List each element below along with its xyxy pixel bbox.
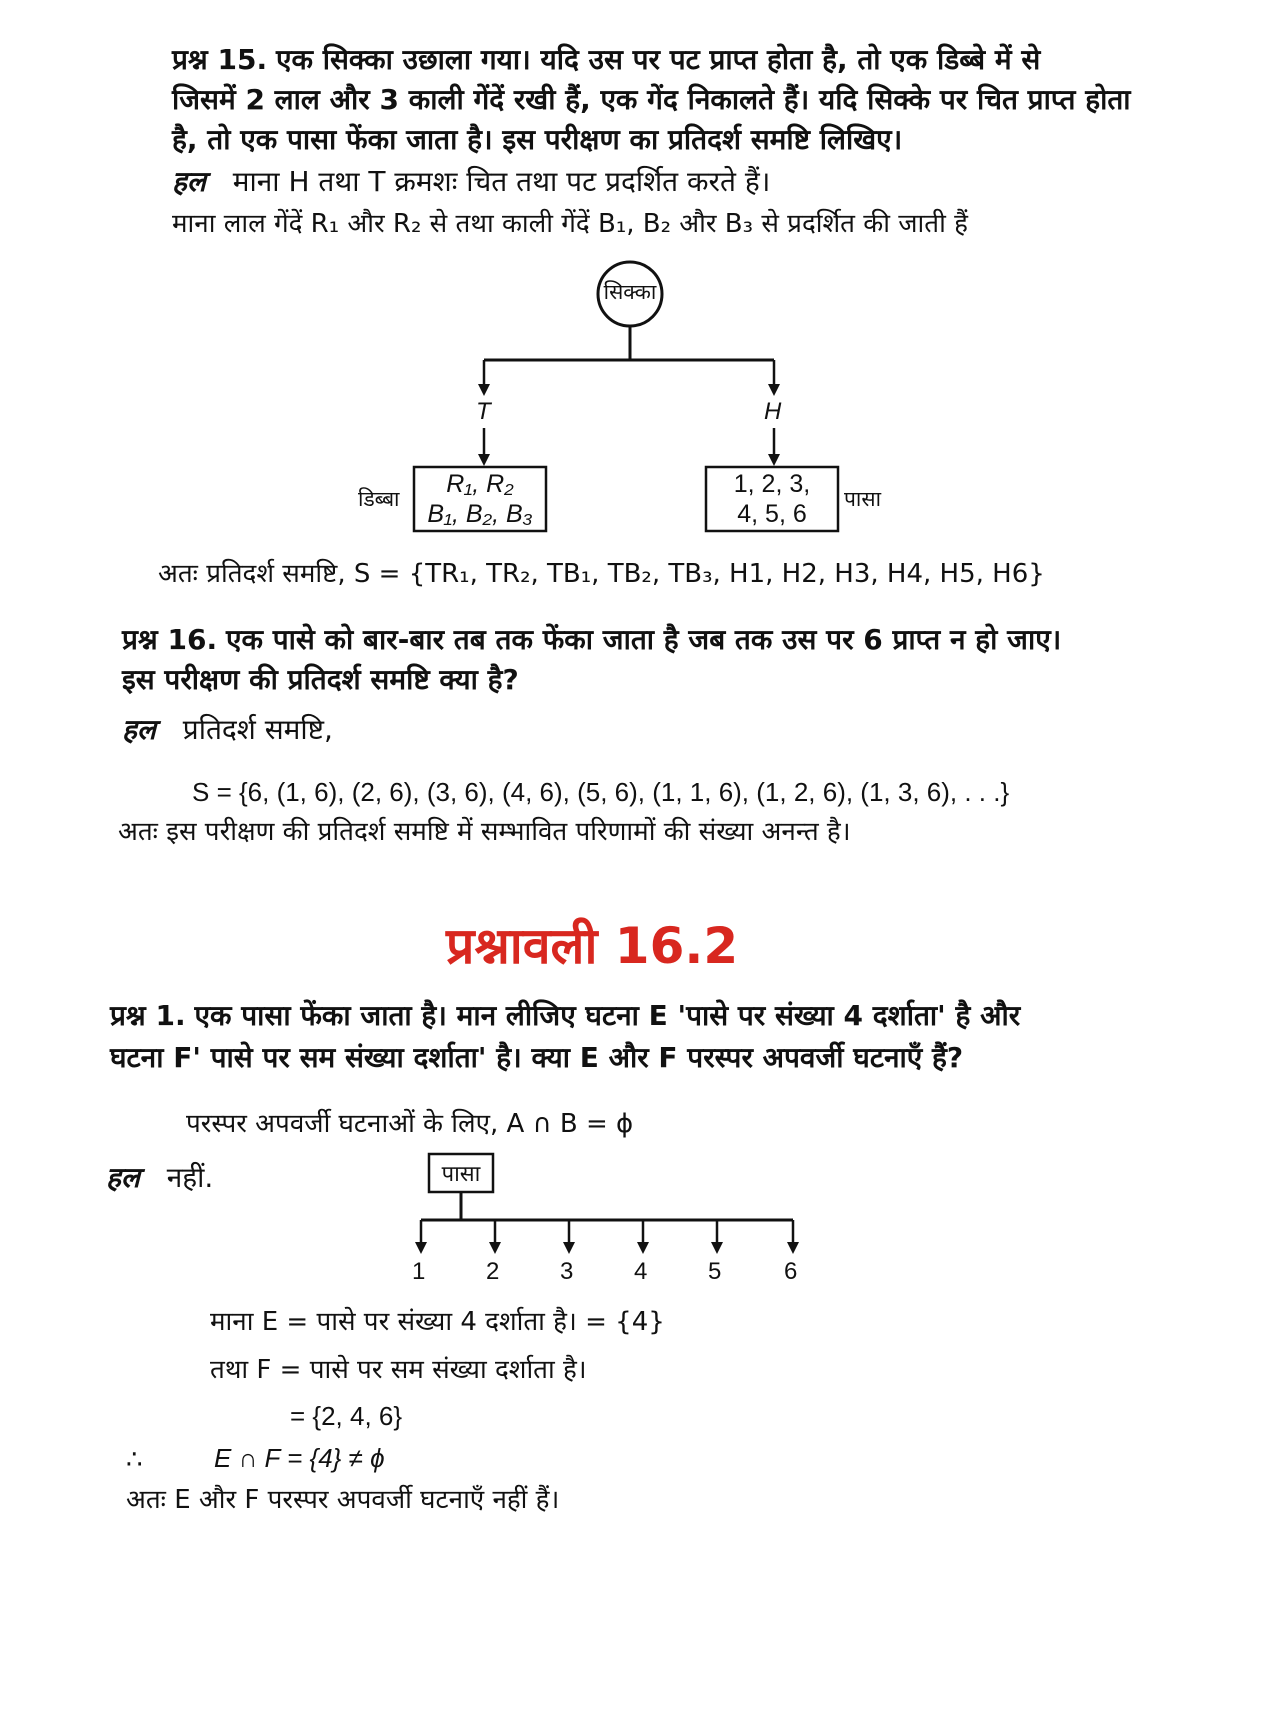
q16-sample-space: S = {6, (1, 6), (2, 6), (3, 6), (4, 6), (5, 6), (1, 1, 6), (1, 2, 6), (1, 3, 6), . . .} bbox=[192, 777, 1010, 807]
q1-label: प्रश्न 1. bbox=[110, 999, 186, 1032]
coin-node-label: सिक्का bbox=[603, 280, 657, 304]
q16-line1: एक पासे को बार-बार तब तक फेंका जाता है जब तक उस पर 6 प्राप्त न हो जाए। bbox=[225, 623, 1062, 656]
outcome-6: 6 bbox=[784, 1258, 798, 1285]
q1-definition: परस्पर अपवर्जी घटनाओं के लिए, A ∩ B = ϕ bbox=[186, 1109, 634, 1139]
q15-solution-line2: माना लाल गेंदें R₁ और R₂ से तथा काली गेंदें B₁, B₂ और B₃ से प्रदर्शित की जाती हैं bbox=[172, 209, 968, 239]
q1-solution-label: हल bbox=[106, 1161, 140, 1194]
q16-solution-line1: प्रतिदर्श समष्टि, bbox=[182, 713, 333, 746]
q16-solution-label: हल bbox=[122, 713, 156, 746]
q15-label: प्रश्न 15. bbox=[172, 43, 268, 76]
q15-line1: एक सिक्का उछाला गया। यदि उस पर पट प्राप्त होता है, तो एक डिब्बे में से bbox=[275, 43, 1041, 76]
outcome-1: 1 bbox=[412, 1258, 426, 1285]
q1-intersection: E ∩ F = {4} ≠ ϕ bbox=[214, 1443, 385, 1473]
q15-line2: जिसमें 2 लाल और 3 काली गेंदें रखी हैं, एक गेंद निकालते हैं। यदि सिक्के पर चित प्राप्त होता bbox=[172, 83, 1131, 116]
branch-t-label: T bbox=[476, 398, 491, 425]
outcome-3: 3 bbox=[560, 1258, 574, 1285]
outcome-2: 2 bbox=[486, 1258, 500, 1285]
exercise-heading: प्रश्नावली 16.2 bbox=[446, 917, 739, 975]
box-node-side-label: डिब्बा bbox=[358, 487, 400, 511]
q1-conclusion: अतः E और F परस्पर अपवर्जी घटनाएँ नहीं हैं। bbox=[126, 1485, 560, 1515]
box-node-line1: R₁, R₂ bbox=[446, 470, 514, 498]
die-node-line2: 4, 5, 6 bbox=[737, 500, 807, 528]
q16-conclusion: अतः इस परीक्षण की प्रतिदर्श समष्टि में सम्भावित परिणामों की संख्या अनन्त है। bbox=[118, 817, 851, 847]
q15-line3: है, तो एक पासा फेंका जाता है। इस परीक्षण का प्रतिदर्श समष्टि लिखिए। bbox=[172, 123, 903, 156]
q15-answer: अतः प्रतिदर्श समष्टि, S = {TR₁, TR₂, TB₁, TB₂, TB₃, H1, H2, H3, H4, H5, H6} bbox=[158, 559, 1045, 589]
die-node-line1: 1, 2, 3, bbox=[733, 470, 811, 498]
q15-solution-line1: माना H तथा T क्रमशः चित तथा पट प्रदर्शित करते हैं। bbox=[232, 165, 771, 198]
branch-h-label: H bbox=[764, 398, 782, 425]
die-node-side-label: पासा bbox=[844, 487, 882, 511]
box-node-line2: B₁, B₂, B₃ bbox=[427, 500, 533, 528]
q1-let-e: माना E = पासे पर संख्या 4 दर्शाता है। = {4} bbox=[210, 1307, 665, 1337]
die-root-label: पासा bbox=[441, 1162, 481, 1187]
q16-line2: इस परीक्षण की प्रतिदर्श समष्टि क्या है? bbox=[122, 663, 519, 696]
q15-solution-label: हल bbox=[172, 165, 206, 198]
q16-label: प्रश्न 16. bbox=[122, 623, 218, 656]
outcome-4: 4 bbox=[634, 1258, 648, 1285]
q1-f-set: = {2, 4, 6} bbox=[290, 1401, 403, 1431]
outcome-5: 5 bbox=[708, 1258, 722, 1285]
q1-line1: एक पासा फेंका जाता है। मान लीजिए घटना E 'पासे पर संख्या 4 दर्शाता' है और bbox=[194, 999, 1021, 1032]
therefore-symbol: ∴ bbox=[126, 1445, 143, 1475]
q1-and-f: तथा F = पासे पर सम संख्या दर्शाता है। bbox=[210, 1355, 587, 1385]
q1-line2: घटना F' पासे पर सम संख्या दर्शाता' है। क्या E और F परस्पर अपवर्जी घटनाएँ हैं? bbox=[110, 1041, 964, 1074]
q1-solution-text: नहीं. bbox=[166, 1161, 214, 1194]
